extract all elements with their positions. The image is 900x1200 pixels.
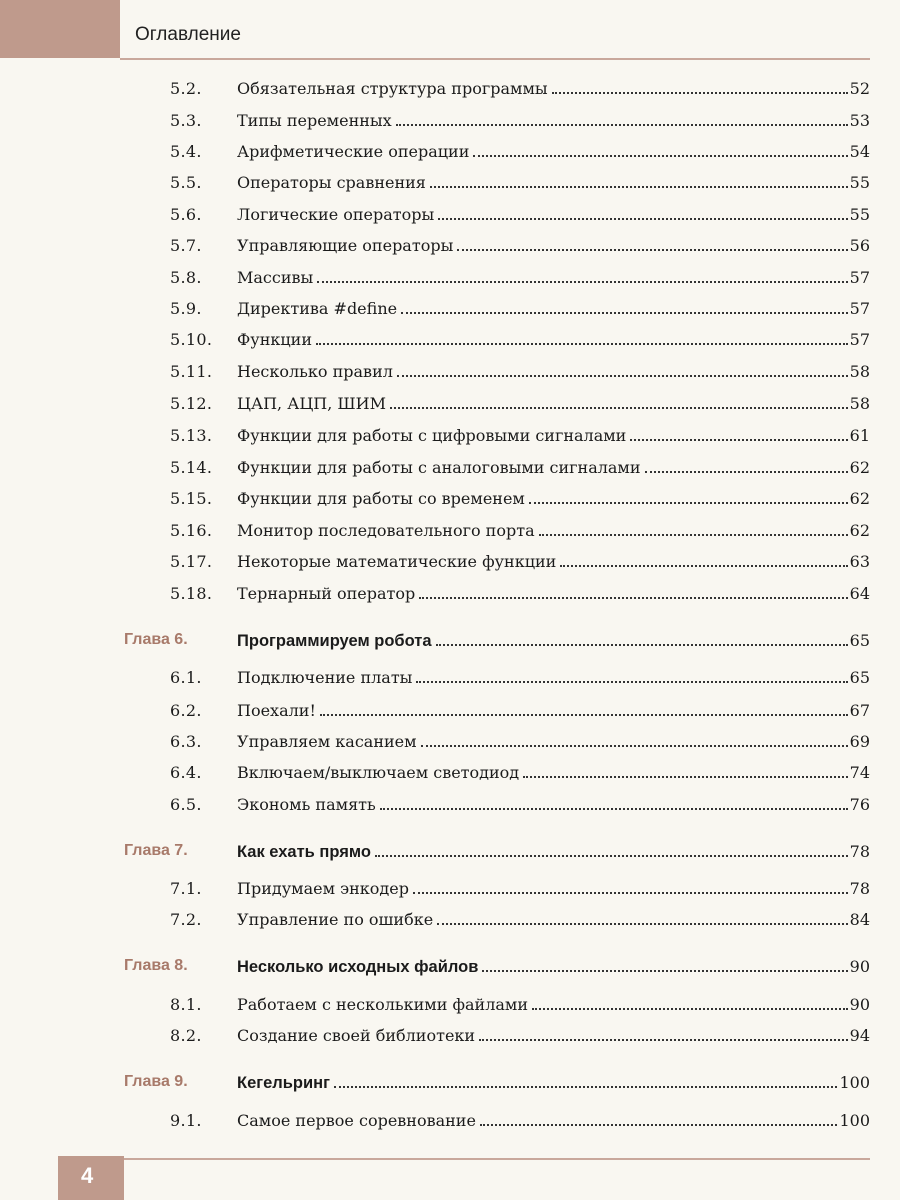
section-title: Арифметические операции bbox=[237, 142, 470, 161]
dot-leader bbox=[317, 281, 847, 283]
toc-entry bbox=[237, 362, 870, 381]
section-title: Придумаем энкодер bbox=[237, 879, 409, 898]
dot-leader bbox=[430, 186, 848, 188]
page-ref: 64 bbox=[849, 584, 870, 603]
dot-leader bbox=[457, 249, 847, 251]
toc-section-row bbox=[0, 879, 870, 905]
page-ref: 100 bbox=[839, 1073, 870, 1092]
toc-entry bbox=[237, 763, 870, 782]
section-number: 5.9. bbox=[170, 299, 202, 318]
page-ref: 55 bbox=[849, 205, 870, 224]
page-ref: 78 bbox=[849, 842, 870, 861]
dot-leader bbox=[523, 776, 847, 778]
toc-entry bbox=[237, 299, 870, 318]
dot-leader bbox=[334, 1086, 837, 1088]
section-number: 5.7. bbox=[170, 236, 202, 255]
dot-leader bbox=[630, 439, 847, 441]
toc-entry bbox=[237, 205, 870, 224]
section-number: 5.8. bbox=[170, 268, 202, 287]
page-ref: 94 bbox=[849, 1026, 870, 1045]
section-title: Тернарный оператор bbox=[237, 584, 416, 603]
toc-section-row bbox=[0, 584, 870, 610]
toc-section-row bbox=[0, 79, 870, 105]
header-accent-band bbox=[0, 0, 120, 58]
chapter-title: Программируем робота bbox=[237, 632, 432, 650]
toc-entry bbox=[237, 552, 870, 571]
toc-entry bbox=[237, 111, 870, 130]
page-ref: 62 bbox=[849, 458, 870, 477]
section-title: Некоторые математические функции bbox=[237, 552, 557, 571]
chapter-label: Глава 6. bbox=[124, 631, 188, 648]
dot-leader bbox=[416, 681, 847, 683]
dot-leader bbox=[560, 565, 847, 567]
section-title: Операторы сравнения bbox=[237, 173, 426, 192]
toc-section-row bbox=[0, 701, 870, 727]
page-ref: 63 bbox=[849, 552, 870, 571]
dot-leader bbox=[437, 923, 847, 925]
page-ref: 90 bbox=[849, 957, 870, 976]
dot-leader bbox=[320, 714, 848, 716]
section-number: 5.12. bbox=[170, 394, 213, 413]
chapter-label: Глава 8. bbox=[124, 957, 188, 974]
toc-section-row bbox=[0, 458, 870, 484]
toc-section-row bbox=[0, 995, 870, 1021]
footer-divider bbox=[124, 1158, 870, 1160]
section-title: Управляющие операторы bbox=[237, 236, 454, 255]
toc-entry bbox=[237, 330, 870, 349]
toc-section-row bbox=[0, 394, 870, 420]
toc-entry bbox=[237, 268, 870, 287]
toc-entry bbox=[237, 142, 870, 161]
dot-leader bbox=[529, 502, 848, 504]
toc-entry bbox=[237, 631, 870, 651]
toc-entry bbox=[237, 732, 870, 751]
page-ref: 54 bbox=[849, 142, 870, 161]
dot-leader bbox=[375, 855, 848, 857]
page-ref: 84 bbox=[849, 910, 870, 929]
toc-entry bbox=[237, 1111, 870, 1130]
page-ref: 57 bbox=[849, 268, 870, 287]
dot-leader bbox=[396, 124, 848, 126]
section-title: Функции для работы со временем bbox=[237, 489, 525, 508]
section-number: 7.1. bbox=[170, 879, 202, 898]
page-ref: 61 bbox=[849, 426, 870, 445]
section-number: 5.15. bbox=[170, 489, 213, 508]
section-number: 6.1. bbox=[170, 668, 202, 687]
toc-entry bbox=[237, 236, 870, 255]
section-number: 8.2. bbox=[170, 1026, 202, 1045]
dot-leader bbox=[316, 343, 848, 345]
section-title: Директива #define bbox=[237, 299, 398, 318]
page-ref: 62 bbox=[849, 521, 870, 540]
dot-leader bbox=[421, 745, 848, 747]
chapter-title: Кегельринг bbox=[237, 1074, 330, 1092]
dot-leader bbox=[380, 808, 848, 810]
section-title: Монитор последовательного порта bbox=[237, 521, 535, 540]
section-title: ЦАП, АЦП, ШИМ bbox=[237, 394, 386, 413]
toc-section-row bbox=[0, 330, 870, 356]
toc-entry bbox=[237, 957, 870, 977]
toc-section-row bbox=[0, 142, 870, 168]
page-ref: 90 bbox=[849, 995, 870, 1014]
toc-section-row bbox=[0, 1026, 870, 1052]
chapter-title: Несколько исходных файлов bbox=[237, 958, 479, 976]
toc-entry bbox=[237, 995, 870, 1014]
toc-entry bbox=[237, 584, 870, 603]
page-ref: 53 bbox=[849, 111, 870, 130]
toc-section-row bbox=[0, 236, 870, 262]
toc-entry bbox=[237, 173, 870, 192]
page-number: 4 bbox=[81, 1163, 94, 1188]
toc-section-row bbox=[0, 489, 870, 515]
section-title: Самое первое соревнование bbox=[237, 1111, 476, 1130]
chapter-title: Как ехать прямо bbox=[237, 843, 371, 861]
toc-section-row bbox=[0, 795, 870, 821]
section-title: Экономь память bbox=[237, 795, 376, 814]
dot-leader bbox=[473, 155, 847, 157]
section-title: Массивы bbox=[237, 268, 314, 287]
section-number: 5.17. bbox=[170, 552, 213, 571]
page-ref: 62 bbox=[849, 489, 870, 508]
section-number: 8.1. bbox=[170, 995, 202, 1014]
toc-section-row bbox=[0, 205, 870, 231]
page-ref: 52 bbox=[849, 79, 870, 98]
section-number: 5.3. bbox=[170, 111, 202, 130]
section-number: 5.2. bbox=[170, 79, 202, 98]
toc-section-row bbox=[0, 763, 870, 789]
toc-entry bbox=[237, 79, 870, 98]
page-ref: 69 bbox=[849, 732, 870, 751]
section-number: 5.11. bbox=[170, 362, 213, 381]
toc-entry bbox=[237, 394, 870, 413]
toc-section-row bbox=[0, 668, 870, 694]
dot-leader bbox=[401, 312, 848, 314]
toc-entry bbox=[237, 426, 870, 445]
section-number: 5.13. bbox=[170, 426, 213, 445]
section-number: 5.16. bbox=[170, 521, 213, 540]
toc-section-row bbox=[0, 173, 870, 199]
dot-leader bbox=[438, 218, 847, 220]
section-number: 6.3. bbox=[170, 732, 202, 751]
dot-leader bbox=[419, 597, 847, 599]
dot-leader bbox=[552, 92, 848, 94]
page-ref: 58 bbox=[849, 362, 870, 381]
toc-section-row bbox=[0, 111, 870, 137]
chapter-label: Глава 7. bbox=[124, 842, 188, 859]
dot-leader bbox=[645, 471, 848, 473]
toc-entry bbox=[237, 521, 870, 540]
page-ref: 65 bbox=[849, 631, 870, 650]
toc-section-row bbox=[0, 362, 870, 388]
toc-entry bbox=[237, 701, 870, 720]
dot-leader bbox=[479, 1039, 848, 1041]
section-title: Создание своей библиотеки bbox=[237, 1026, 476, 1045]
toc-chapter-row bbox=[0, 631, 870, 657]
toc-entry bbox=[237, 795, 870, 814]
toc-entry bbox=[237, 1073, 870, 1093]
section-number: 6.2. bbox=[170, 701, 202, 720]
toc-entry bbox=[237, 910, 870, 929]
section-title: Управляем касанием bbox=[237, 732, 417, 751]
section-number: 6.5. bbox=[170, 795, 202, 814]
toc-entry bbox=[237, 1026, 870, 1045]
header-divider bbox=[120, 58, 870, 60]
page-header-title: Оглавление bbox=[135, 24, 241, 45]
page-ref: 56 bbox=[849, 236, 870, 255]
dot-leader bbox=[539, 534, 848, 536]
section-title: Функции bbox=[237, 330, 312, 349]
dot-leader bbox=[480, 1124, 838, 1126]
page-ref: 76 bbox=[849, 795, 870, 814]
toc-entry bbox=[237, 668, 870, 687]
dot-leader bbox=[532, 1008, 848, 1010]
section-title: Поехали! bbox=[237, 701, 316, 720]
section-title: Функции для работы с цифровыми сигналами bbox=[237, 426, 627, 445]
dot-leader bbox=[390, 407, 848, 409]
section-number: 7.2. bbox=[170, 910, 202, 929]
page-ref: 58 bbox=[849, 394, 870, 413]
toc-section-row bbox=[0, 521, 870, 547]
dot-leader bbox=[397, 375, 848, 377]
toc-chapter-row bbox=[0, 842, 870, 868]
section-number: 5.18. bbox=[170, 584, 213, 603]
dot-leader bbox=[436, 644, 848, 646]
section-title: Несколько правил bbox=[237, 362, 393, 381]
toc-section-row bbox=[0, 299, 870, 325]
section-title: Подключение платы bbox=[237, 668, 413, 687]
section-number: 5.14. bbox=[170, 458, 213, 477]
section-number: 6.4. bbox=[170, 763, 202, 782]
section-number: 5.6. bbox=[170, 205, 202, 224]
toc-section-row bbox=[0, 552, 870, 578]
toc-entry bbox=[237, 842, 870, 862]
section-title: Типы переменных bbox=[237, 111, 392, 130]
section-title: Включаем/выключаем светодиод bbox=[237, 763, 520, 782]
toc-entry bbox=[237, 458, 870, 477]
section-number: 5.4. bbox=[170, 142, 202, 161]
dot-leader bbox=[482, 970, 847, 972]
toc-section-row bbox=[0, 910, 870, 936]
page-ref: 65 bbox=[849, 668, 870, 687]
section-title: Управление по ошибке bbox=[237, 910, 434, 929]
chapter-label: Глава 9. bbox=[124, 1073, 188, 1090]
page-ref: 55 bbox=[849, 173, 870, 192]
toc-chapter-row bbox=[0, 1073, 870, 1099]
toc-section-row bbox=[0, 1111, 870, 1137]
section-number: 5.10. bbox=[170, 330, 213, 349]
page-ref: 57 bbox=[849, 299, 870, 318]
section-title: Работаем с несколькими файлами bbox=[237, 995, 529, 1014]
section-title: Функции для работы с аналоговыми сигналами bbox=[237, 458, 641, 477]
section-title: Логические операторы bbox=[237, 205, 435, 224]
section-number: 5.5. bbox=[170, 173, 202, 192]
toc-section-row bbox=[0, 268, 870, 294]
page-ref: 74 bbox=[849, 763, 870, 782]
dot-leader bbox=[413, 892, 848, 894]
toc-entry bbox=[237, 489, 870, 508]
page-ref: 57 bbox=[849, 330, 870, 349]
toc-section-row bbox=[0, 732, 870, 758]
page-ref: 78 bbox=[849, 879, 870, 898]
section-title: Обязательная структура программы bbox=[237, 79, 548, 98]
page-ref: 100 bbox=[839, 1111, 870, 1130]
page-ref: 67 bbox=[849, 701, 870, 720]
toc-section-row bbox=[0, 426, 870, 452]
toc-chapter-row bbox=[0, 957, 870, 983]
section-number: 9.1. bbox=[170, 1111, 202, 1130]
toc-entry bbox=[237, 879, 870, 898]
